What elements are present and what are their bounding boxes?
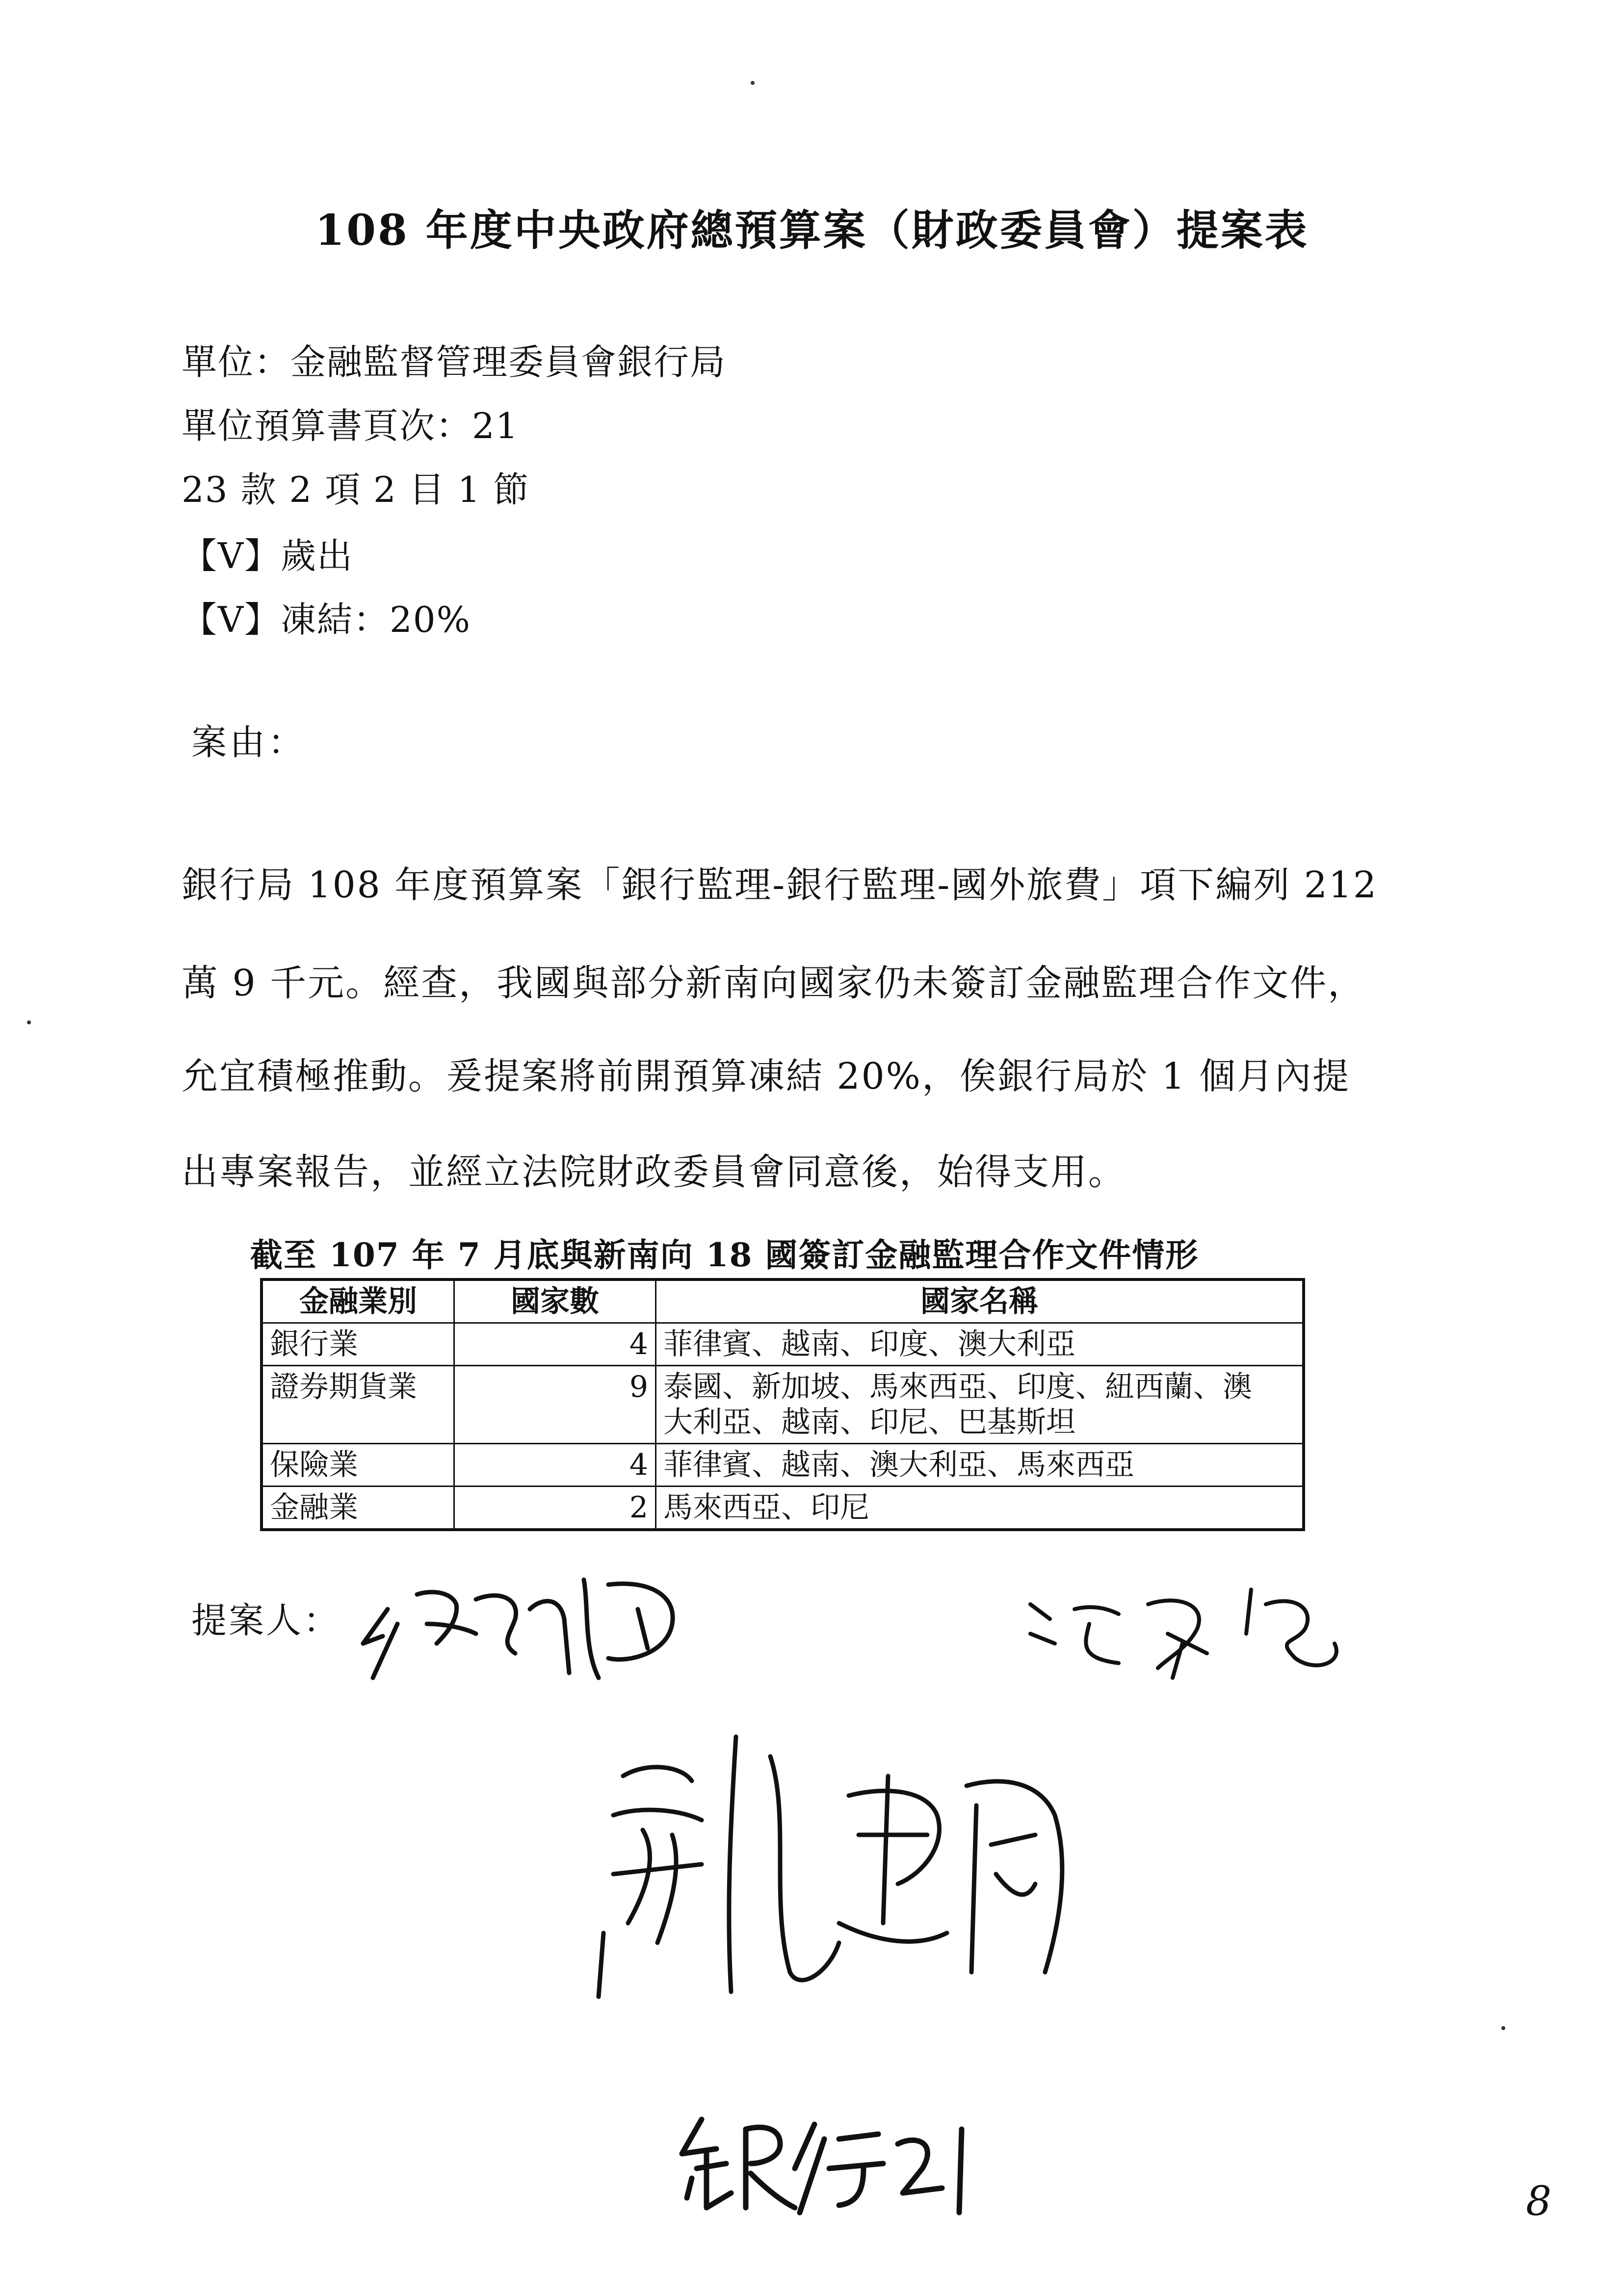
table-row — [262, 1487, 1304, 1530]
signature-3 — [584, 1717, 1089, 2011]
cooperation-table — [260, 1278, 1305, 1531]
header-count: 國家數 — [454, 1279, 656, 1323]
table-row — [262, 1444, 1304, 1487]
cell-countries-line-1: 泰國、新加坡、馬來西亞、印度、紐西蘭、澳 — [663, 1370, 1252, 1404]
freeze-checkbox-line: 【V】凍結：20% — [182, 599, 471, 640]
budget-page-line: 單位預算書頁次：21 — [182, 405, 519, 446]
reason-line-2: 萬 9 千元。經查，我國與部分新南向國家仍未簽訂金融監理合作文件， — [182, 962, 1366, 1004]
page-number: 8 — [1526, 2178, 1552, 2225]
table-row — [262, 1366, 1304, 1444]
item-code-line: 23 款 2 項 2 目 1 節 — [182, 469, 530, 510]
reason-label: 案由： — [191, 722, 307, 763]
expenditure-checkbox-line: 【V】歲出 — [182, 535, 353, 576]
scan-speck — [751, 81, 755, 85]
table-caption: 截至 107 年 7 月底與新南向 18 國簽訂金融監理合作文件情形 — [250, 1236, 1199, 1274]
scan-speck — [27, 1020, 31, 1024]
page-title: 108 年度中央政府總預算案（財政委員會）提案表 — [315, 206, 1309, 255]
cell-countries: 菲律賓、越南、印度、澳大利亞 — [656, 1323, 1304, 1366]
cell-countries-line-2: 大利亞、越南、印尼、巴基斯坦 — [663, 1405, 1075, 1439]
header-sector: 金融業別 — [262, 1279, 454, 1323]
signature-1 — [353, 1550, 736, 1697]
reason-line-3: 允宜積極推動。爰提案將前開預算凍結 20%，俟銀行局於 1 個月內提 — [182, 1055, 1351, 1097]
reason-line-1: 銀行局 108 年度預算案「銀行監理-銀行監理-國外旅費」項下編列 212 — [182, 864, 1378, 906]
proposer-label: 提案人： — [191, 1600, 341, 1641]
cell-sector: 保險業 — [262, 1444, 454, 1487]
cell-countries: 菲律賓、越南、澳大利亞、馬來西亞 — [656, 1444, 1304, 1487]
signature-2 — [1021, 1575, 1374, 1693]
table-row — [262, 1323, 1304, 1366]
header-countries: 國家名稱 — [656, 1279, 1304, 1323]
handwritten-note — [672, 2100, 976, 2222]
cell-sector: 銀行業 — [262, 1323, 454, 1366]
reason-line-4: 出專案報告，並經立法院財政委員會同意後，始得支用。 — [182, 1151, 1126, 1193]
cell-countries — [656, 1366, 1304, 1444]
unit-line: 單位：金融監督管理委員會銀行局 — [182, 341, 727, 383]
cell-sector: 金融業 — [262, 1487, 454, 1530]
cell-count: 4 — [454, 1323, 656, 1366]
cell-countries: 馬來西亞、印尼 — [656, 1487, 1304, 1530]
scan-speck — [1501, 2026, 1505, 2030]
cell-count: 9 — [454, 1366, 656, 1444]
cell-count: 2 — [454, 1487, 656, 1530]
table-header-row — [262, 1279, 1304, 1323]
cell-count: 4 — [454, 1444, 656, 1487]
cell-sector: 證券期貨業 — [262, 1366, 454, 1444]
